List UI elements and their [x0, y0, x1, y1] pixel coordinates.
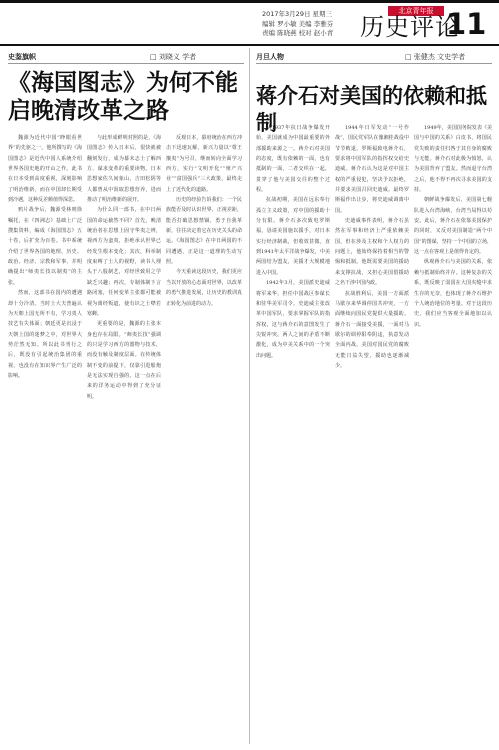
- right-strip-rule: [256, 63, 492, 64]
- paragraph: 魏源为近代中国“睁眼看世界”的先驱之一，他所撰写的《海国图志》是近代中国人系统介绍世界各国史地的开山之作。此书在日本受到高度重视，深刻影响了明治维新，而在中国却长期受到冷遇，这种反差颇值得深思。: [8, 135, 82, 204]
- paragraph: 更重要的是，魏源的主张本身也存在局限。“师夷长技”强调的只是学习西方的器物与技术，而没有触及制度层面。在传统体制不变的前提下，仅靠引进船炮是无法实现自强的，这一点在后来的洋务运动中得到了充分证明。: [87, 321, 161, 400]
- paragraph: 与此形成鲜明对照的是，《海国图志》传入日本后，很快就被翻刻发行，成为幕末志士了解西方、谋求变革的重要读物。日本思想家佐久间象山、吉田松阴等人都曾从中汲取思想营养，进而推动了明治维新的展开。: [87, 135, 161, 204]
- right-byline: □ 张健杰 文史学者: [405, 53, 466, 61]
- paragraph: 抗战胜利后，美国一方面派马歇尔来华调停国共冲突，一方面继续向国民党提供大量援助。蒋介石一面接受美援，一面对马歇尔的调停阳奉阴违，执意发动全面内战。美国对国民党的腐败无能日益失望，援助也逐渐减少。: [335, 290, 409, 369]
- date-line: 2017年3月29日 星期三: [262, 10, 333, 18]
- paragraph: 反观日本，幕府统治在西方冲击下迅速瓦解，新兴力量以“尊王攘夷”为号召，继而转向全面学习西方，实行“文明开化”“殖产兴业”“富国强兵”三大政策，最终走上了近代化的道路。: [166, 135, 242, 193]
- right-text-column-2: [335, 123, 409, 743]
- paragraph: 朝鲜战争爆发后，美国第七舰队进入台湾海峡，台湾当局得以苟安。此后，蒋介石在依靠美国保护的同时，又反对美国制造“两个中国”的图谋，坚持一个中国的立场，这一点在客观上是值得肯定的。: [414, 197, 492, 256]
- left-text-column-3: [166, 133, 242, 743]
- top-rule: [0, 0, 499, 3]
- right-headline: 蒋介石对美国的依赖和抵制: [256, 83, 487, 135]
- left-text-column-1: [8, 133, 82, 743]
- page-number: 11: [446, 7, 487, 41]
- section-title: 历史评论: [360, 13, 460, 41]
- paragraph: 1944年日军发动“一号作战”，国民党军队在豫湘桂战役中节节败退，罗斯福致电蒋介石，要求将中国军队的指挥权交给史迪威。蒋介石认为这是对中国主权的严重侵犯，坚决予以拒绝，并要求美国召回史迪威。最终罗斯福作出让步，将史迪威调离中国。: [335, 125, 409, 214]
- right-text-column-3: [414, 123, 492, 743]
- paragraph: 鸦片战争后，魏源受林则徐嘱托，在《四洲志》基础上广泛搜集资料，编成《海国图志》五十卷，后扩充为百卷。书中系统介绍了世界各国的地理、历史、政治、经济、宗教和军事，并明确提出“师夷长技以制夷”的主张。: [8, 207, 82, 286]
- paragraph: 史迪威事件表明，蒋介石虽然在军事和经济上严重依赖美国，但在涉及主权和个人权力的问题上，他始终保持着相当的警惕和抵制。他既需要美国的援助来支撑抗战，又担心美国借援助之名干涉中国内政。: [335, 218, 409, 287]
- left-column-label: 史鉴旗帜: [8, 53, 36, 61]
- paragraph: 抗战初期，美国在远东奉行孤立主义政策，对中国的援助十分有限。蒋介石多次致电罗斯福，恳请美国施以援手，对日本实行经济制裁，但收效甚微。直到1941年太平洋战争爆发，中美两国结为盟友，美援才大规模地进入中国。: [256, 197, 330, 276]
- left-headline-line-2: 启晚清改革之路: [8, 97, 169, 124]
- paragraph: 纵观蒋介石与美国的关系，依赖与抵制始终并存。这种复杂的关系，既反映了弱国在大国夹缝中求生存的无奈，也体现了蒋介石维护个人统治地位的考量。对于这段历史，我们应当客观全面地加以认识。: [414, 259, 492, 328]
- column-divider: [249, 48, 250, 744]
- header-rule: [0, 44, 499, 46]
- paragraph: 然而，这部书在国内的遭遇却十分冷清。当时士大夫普遍认为天朝上国无所不有，学习夷人技艺有失体面；朝廷更是沉浸于天朝上国的迷梦之中，对世界大势茫然无知。所以此书刊行之后，既没有引起统治集团的重视，也没有在知识界产生广泛的影响。: [8, 290, 82, 379]
- left-text-column-2: [87, 133, 161, 743]
- paragraph: 1942年3月，美国派史迪威将军来华，担任中国战区参谋长和驻华美军司令。史迪威主张改革中国军队，要求掌握军队的指挥权，这与蒋介石的意图发生了尖锐冲突。两人之间的矛盾不断激化，成为中美关系中的一个突出问题。: [256, 280, 330, 359]
- editor-line: 编辑 罗小敏 美编 李雅芬: [262, 19, 334, 28]
- paragraph: 1949年，美国国务院发表《美国与中国的关系》白皮书，将国民党失败的责任归咎于其自身的腐败与无能。蒋介石对此极为愤怒，认为美国背弃了盟友。然而退守台湾之后，他不得不再次寻求美国的支持。: [414, 125, 492, 194]
- paragraph: 为什么同一部书，在中日两国的命运截然不同？首先，晚清统治者在思想上固守华夷之辨，视西方为蛮夷，拒绝承认世界已经发生根本变化；其次，科举制度束缚了士人的视野，读书人埋头于八股制艺，对经世致用之学缺乏兴趣；再次，专制体制下言路闭塞，任何变革主张都可能被视为离经叛道，使有识之士噤若寒蝉。: [87, 207, 161, 317]
- left-byline: □ 刘晓义 学者: [150, 53, 197, 61]
- paragraph: 历史的经验告诉我们：一个民族能否及时认识世界、正视差距，能否打破思想禁锢、勇于自我革新，往往决定着它在历史关头的命运。《海国图志》在中日两国的不同遭遇，正是这一道理的生动写照。: [166, 197, 242, 266]
- paragraph: 今天重读这段历史，我们更应当以开放的心态面对世界，以改革的勇气推进发展，让历史的教训真正转化为前进的动力。: [166, 269, 242, 307]
- right-text-column-1: [256, 123, 330, 743]
- left-headline-line-1: 《海国图志》为何不能: [8, 69, 238, 96]
- proof-line: 责编 陈晓燕 校对 赵小青: [262, 29, 334, 37]
- paragraph: 从1937年抗日战争爆发开始，美国就成为中国最重要的外部援助来源之一。蒋介石对美国的态度，既有依赖的一面，也有抵制的一面，二者交织在一起，贯穿了他与美国交往的整个过程。: [256, 125, 330, 194]
- right-column-label: 月旦人物: [256, 53, 284, 61]
- left-strip-rule: [8, 63, 244, 64]
- newspaper-brand-badge: 北京青年报: [388, 6, 444, 16]
